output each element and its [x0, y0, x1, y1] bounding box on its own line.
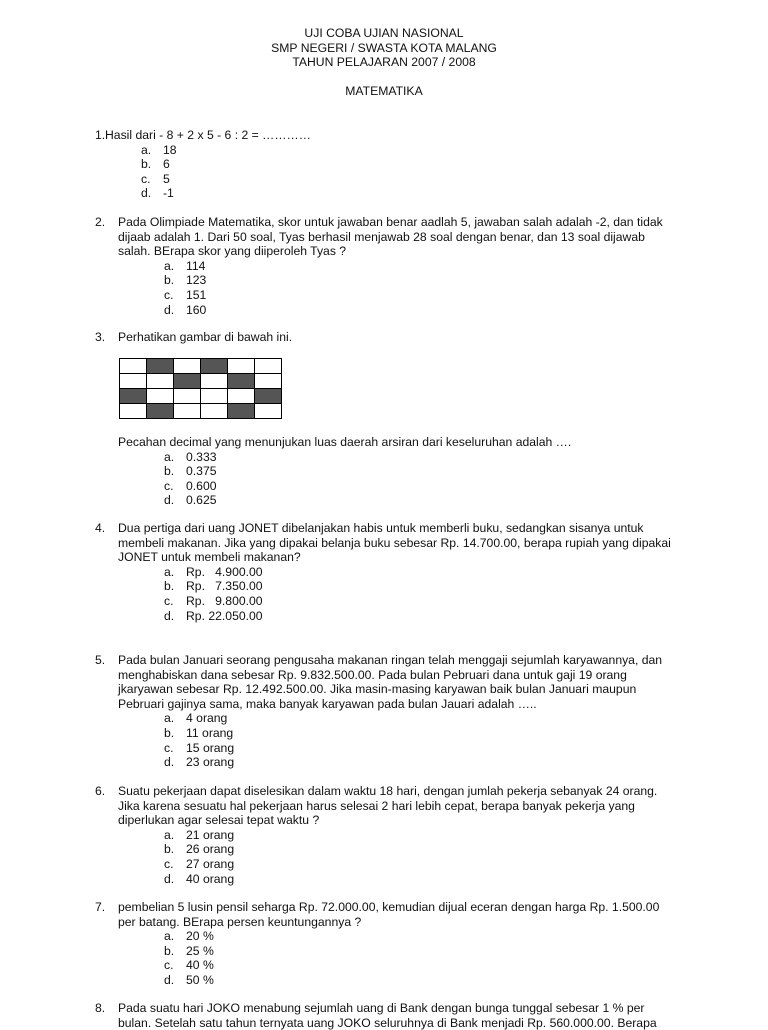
grid-cell [174, 404, 201, 419]
option-a: a. 0.333 [164, 449, 217, 464]
question-text-line: pembelian 5 lusin pensil seharga Rp. 72.000.00, kemudian dijual eceran dengan harga Rp. 1.500.00 [118, 900, 660, 914]
question-number: 6. [95, 784, 106, 798]
grid-cell [228, 359, 255, 374]
question-text: Hasil dari - 8 + 2 x 5 - 6 : 2 = ………… [105, 128, 311, 142]
question-number: 2. [95, 215, 106, 229]
grid-cell [174, 359, 201, 374]
question-text-line: Suatu pekerjaan dapat diselesikan dalam waktu 18 hari, dengan jumlah pekerja sebanyak 24 orang. [118, 784, 658, 798]
option-d: d. Rp. 22.050.00 [164, 608, 263, 623]
option-d: d. 40 orang [164, 871, 235, 886]
options-list [118, 711, 695, 769]
option-b: b. 0.375 [164, 464, 217, 479]
question-3 [95, 330, 695, 345]
options-list [95, 143, 695, 201]
grid-cell-shaded [174, 374, 201, 389]
option-c: c. 27 orang [164, 856, 235, 871]
grid-cell [255, 374, 282, 389]
grid-cell-shaded [147, 404, 174, 419]
question-number: 8. [95, 1001, 106, 1015]
question-5 [95, 653, 695, 770]
option-a: a. 20 % [164, 929, 214, 944]
question-text: Perhatikan gambar di bawah ini. [118, 330, 293, 344]
shaded-grid-figure [119, 358, 282, 419]
question-text-line: salah. BErapa skor yang diiperoleh Tyas ? [118, 244, 347, 259]
option-a: a. 18 [141, 142, 177, 157]
question-3-continued [95, 435, 695, 508]
question-number: 7. [95, 900, 106, 914]
option-c: c. 5 [141, 171, 170, 186]
question-2 [95, 215, 695, 317]
option-c: c. 0.600 [164, 478, 217, 493]
grid-cell [201, 404, 228, 419]
header-line-2: SMP NEGERI / SWASTA KOTA MALANG [271, 40, 497, 55]
grid-cell [255, 359, 282, 374]
question-text-line: JONET untuk membeli makanan? [118, 550, 301, 565]
question-number: 4. [95, 521, 106, 535]
grid-cell-shaded [255, 389, 282, 404]
question-number: 5. [95, 653, 106, 667]
question-6 [95, 784, 695, 886]
options-list [118, 929, 695, 987]
subject-title: MATEMATIKA [345, 84, 423, 98]
grid-cell-shaded [147, 359, 174, 374]
options-list [118, 259, 695, 317]
question-text-line: jkaryawan sebesar Rp. 12.492.500.00. Jika masin-masing karyawan baik bulan Januari maupun [118, 682, 637, 697]
grid-cell [174, 389, 201, 404]
header-line-3: TAHUN PELAJARAN 2007 / 2008 [292, 55, 476, 69]
question-text-line: membeli makanan. Jika yang dipakai belanja buku sebesar Rp. 14.700.00, berapa rupiah yang dipakai [118, 535, 671, 550]
question-4 [95, 521, 695, 623]
grid-cell [120, 359, 147, 374]
question-text-line: Pada suatu hari JOKO menabung sejumlah uang di Bank dengan bunga tunggal sebesar 1 % per [118, 1001, 645, 1015]
question-text-line: per batang. BErapa persen keuntungannya ? [118, 914, 362, 929]
option-b: b. 25 % [164, 943, 214, 958]
question-text-line: Pada bulan Januari seorang pengusaha makanan ringan telah menggaji sejumlah karyawannya, dan [118, 653, 663, 667]
options-list [118, 450, 695, 508]
question-text-line: diperlukan agar selesai tepat waktu ? [118, 813, 320, 828]
question-text-line: menghabiskan dana sebesar Rp. 9.832.500.00. Pada bulan Pebruari dana untuk gaji 19 orang [118, 667, 627, 682]
option-d: d. 0.625 [164, 493, 217, 508]
option-b: b. Rp. 7.350.00 [164, 579, 263, 594]
question-text-line: Pada Olimpiade Matematika, skor untuk jawaban benar aadlah 5, jawaban salah adalah -2, dan tidak [118, 215, 663, 229]
grid-cell [147, 374, 174, 389]
exam-header [0, 26, 768, 70]
option-d: d. 23 orang [164, 755, 235, 770]
grid-cell [255, 404, 282, 419]
grid-cell-shaded [228, 404, 255, 419]
option-b: b. 6 [141, 157, 170, 172]
option-d: d. -1 [141, 186, 174, 201]
option-b: b. 11 orang [164, 725, 234, 740]
option-a: a. 114 [164, 258, 206, 273]
grid-cell [201, 374, 228, 389]
question-text-line: Jika karena sesuatu hal pekerjaan harus selesai 2 hari lebih cepat, berapa banyak pekerja yang [118, 798, 635, 813]
grid-cell-shaded [228, 374, 255, 389]
option-c: c. 40 % [164, 958, 214, 973]
option-a: a. Rp. 4.900.00 [164, 564, 263, 579]
question-text-line: bulan. Setelah satu tahun ternyata uang JOKO seluruhnya di Bank menjadi Rp. 560.000.00. Berapa [118, 1015, 657, 1030]
option-c: c. Rp. 9.800.00 [164, 593, 263, 608]
options-list [118, 565, 695, 623]
question-text-line: Dua pertiga dari uang JONET dibelanjakan habis untuk memberli buku, sedangkan sisanya untuk [118, 521, 644, 535]
option-b: b. 26 orang [164, 842, 235, 857]
grid-cell [147, 389, 174, 404]
option-d: d. 160 [164, 302, 207, 317]
question-text-line: dijaab adalah 1. Dari 50 soal, Tyas berhasil menjawab 28 soal dengan benar, dan 13 soal dijawab [118, 229, 645, 244]
grid-cell [120, 374, 147, 389]
grid-cell [228, 389, 255, 404]
question-number: 1. [95, 128, 106, 142]
grid-cell-shaded [201, 359, 228, 374]
question-number: 3. [95, 330, 106, 344]
header-line-1: UJI COBA UJIAN NASIONAL [304, 26, 464, 40]
question-text-line: Pebruari gajinya sama, maka banyak karyawan pada bulan Jauari adalah ….. [118, 696, 537, 711]
question-7 [95, 900, 695, 988]
option-c: c. 151 [164, 287, 207, 302]
question-8 [95, 1001, 695, 1030]
option-a: a. 4 orang [164, 711, 228, 726]
option-d: d. 50 % [164, 972, 214, 987]
grid-cell-shaded [120, 389, 147, 404]
grid-cell [120, 404, 147, 419]
option-b: b. 123 [164, 273, 207, 288]
question-1 [95, 128, 695, 201]
option-a: a. 21 orang [164, 827, 235, 842]
option-c: c. 15 orang [164, 740, 235, 755]
grid-cell [201, 389, 228, 404]
options-list [118, 828, 695, 886]
question-text: Pecahan decimal yang menunjukan luas daerah arsiran dari keseluruhan adalah …. [118, 435, 572, 449]
